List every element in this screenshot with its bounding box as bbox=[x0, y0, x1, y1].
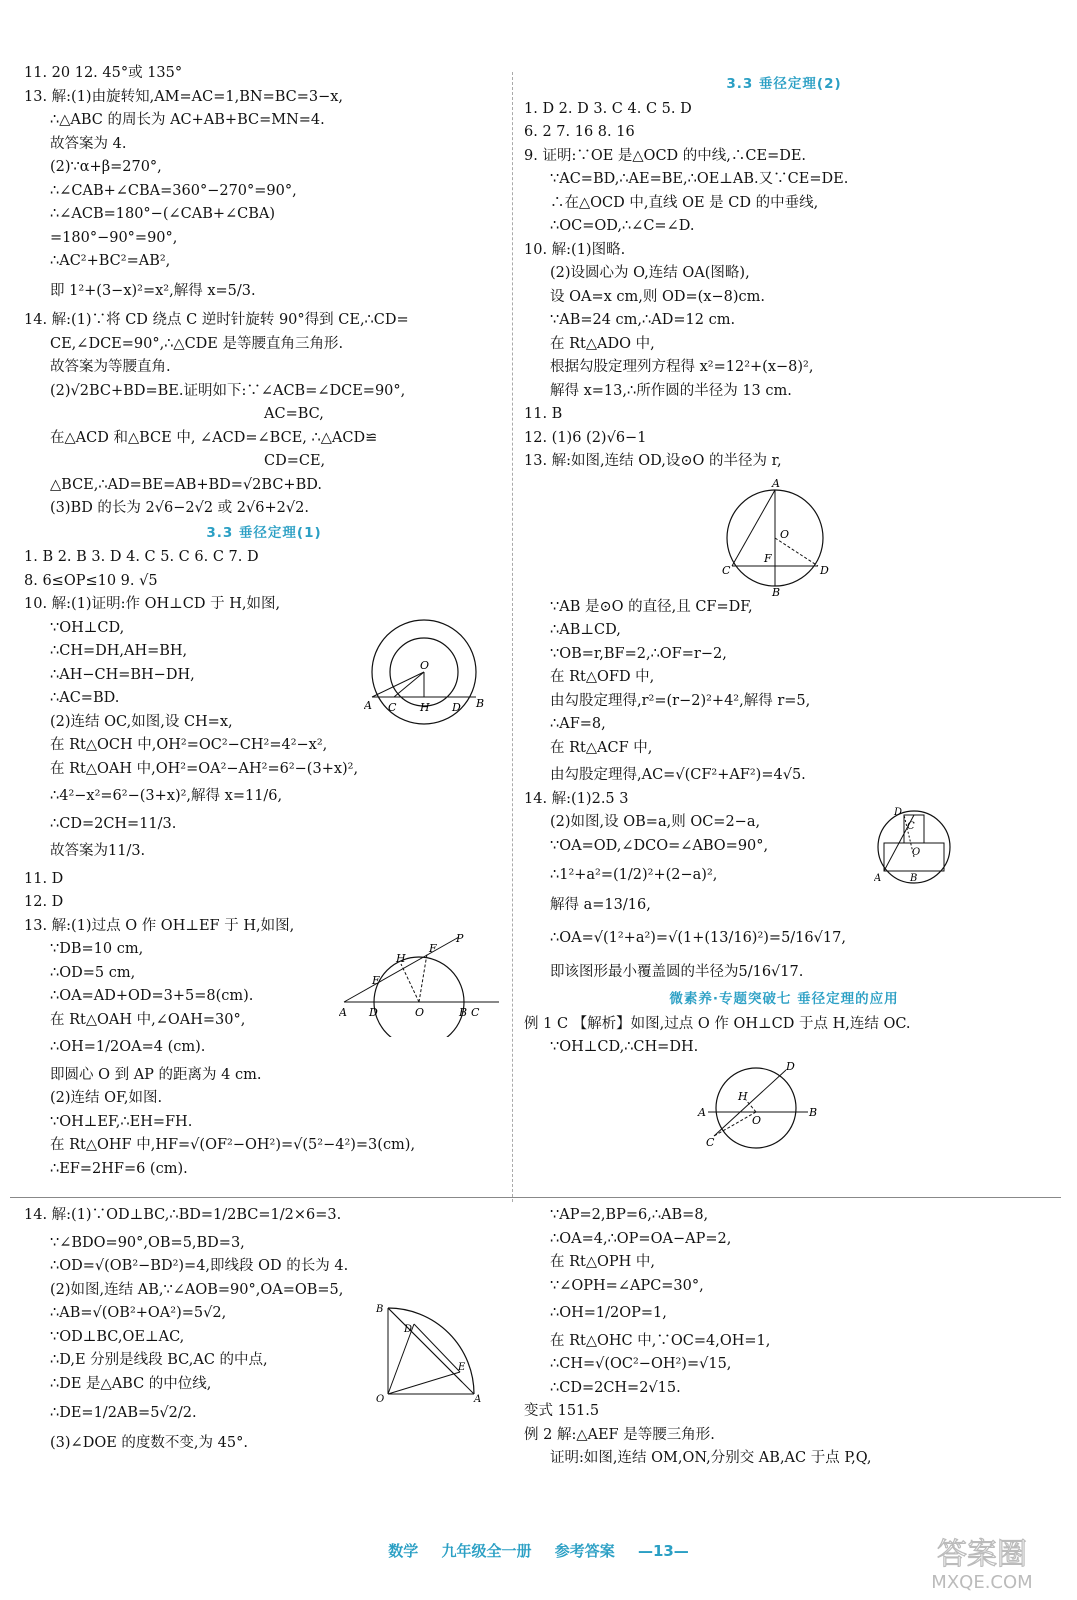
answer-line: 在 Rt△OHF 中,HF=√(OF²−OH²)=√(5²−4²)=3(cm), bbox=[50, 1137, 416, 1153]
answer-line: (2)连结 OF,如图. bbox=[50, 1090, 163, 1106]
answer-line: 在 Rt△ACF 中, bbox=[550, 739, 653, 756]
watermark-logo bbox=[907, 1530, 1057, 1594]
figure-label: B bbox=[772, 585, 781, 596]
answer-line: ∴OC=OD,∴∠C=∠D. bbox=[550, 218, 695, 234]
answer-line: 由勾股定理得,AC=√(CF²+AF²)=4√5. bbox=[550, 767, 806, 783]
answer-line: 由勾股定理得,r²=(r−2)²+4²,解得 r=5, bbox=[550, 692, 811, 709]
answer-line: ∴AH−CH=BH−DH, bbox=[50, 666, 195, 683]
answer-line: 11. B bbox=[524, 406, 563, 422]
answer-line: 在 Rt△OAH 中,∠OAH=30°, bbox=[50, 1011, 246, 1028]
answer-line: ∵OB=r,BF=2,∴OF=r−2, bbox=[550, 645, 727, 662]
answer-line: ∵AB=24 cm,∴AD=12 cm. bbox=[550, 312, 736, 328]
left-column bbox=[24, 62, 504, 1181]
page-number: —13— bbox=[637, 1542, 689, 1560]
answer-line: ∴△ABC 的周长为 AC+AB+BC=MN=4. bbox=[50, 112, 325, 128]
answer-line: ∵DB=10 cm, bbox=[50, 941, 144, 957]
figure-label: F bbox=[764, 551, 772, 565]
figure-label: H bbox=[420, 700, 430, 714]
section-heading: 3.3 垂径定理(1) bbox=[206, 524, 322, 541]
answer-line: ∴DE 是△ABC 的中位线, bbox=[50, 1375, 212, 1392]
circle-diameter-figure bbox=[720, 476, 830, 596]
answer-line: 1. D 2. D 3. C 4. C 5. D bbox=[524, 100, 692, 117]
figure-label: C bbox=[388, 700, 397, 714]
answer-line: 在△ACD 和△BCE 中, ∠ACD=∠BCE, ∴△ACD≌ bbox=[50, 429, 378, 446]
answer-line: 解得 a=13/16, bbox=[550, 896, 651, 913]
section-divider bbox=[10, 1197, 1061, 1198]
answer-line: 变式 151.5 bbox=[524, 1403, 600, 1419]
figure-label: E bbox=[458, 1362, 466, 1373]
answer-line: 10. 解:(1)证明:作 OH⊥CD 于 H,如图, bbox=[24, 596, 281, 612]
circle-chord-figure bbox=[694, 1060, 824, 1150]
answer-line: AC=BC, bbox=[264, 406, 324, 422]
answer-line: 根据勾股定理列方程得 x²=12²+(x−8)², bbox=[550, 359, 814, 375]
figure-label: H bbox=[738, 1089, 748, 1103]
answer-line: 10. 解:(1)图略. bbox=[524, 241, 626, 258]
answer-line: ∴OA=AD+OD=3+5=8(cm). bbox=[50, 988, 254, 1004]
answer-line: ∴CH=DH,AH=BH, bbox=[50, 643, 188, 659]
figure-label: P bbox=[456, 932, 464, 945]
answer-line: 在 Rt△OFD 中, bbox=[550, 669, 655, 685]
footer-subject: 数学 bbox=[388, 1542, 419, 1560]
figure-label: B bbox=[476, 696, 485, 710]
watermark-text: 答案圈 bbox=[937, 1537, 1027, 1572]
answer-line: ∴CD=2CH=2√15. bbox=[550, 1379, 681, 1396]
figure-label: A bbox=[698, 1105, 706, 1119]
answer-line: (2)如图,设 OB=a,则 OC=2−a, bbox=[550, 814, 761, 830]
figure-label: O bbox=[780, 527, 790, 541]
answer-line: ∴AB⊥CD, bbox=[550, 622, 621, 638]
answer-line: 11. 20 12. 45°或 135° bbox=[24, 65, 183, 81]
answer-line: 在 Rt△OAH 中,OH²=OA²−AH²=6²−(3+x)², bbox=[50, 760, 359, 777]
answer-line: ∵AP=2,BP=6,∴AB=8, bbox=[550, 1207, 709, 1223]
answer-line: ∵AC=BD,∴AE=BE,∴OE⊥AB.又∵CE=DE. bbox=[550, 171, 849, 187]
answer-line: 在 Rt△OPH 中, bbox=[550, 1254, 656, 1270]
figure-label: B bbox=[809, 1105, 818, 1119]
column-divider bbox=[512, 72, 513, 1202]
answer-line: (2)∵α+β=270°, bbox=[50, 159, 162, 175]
answer-line: ∴CD=2CH=11/3. bbox=[50, 815, 177, 832]
figure-label: C bbox=[471, 1006, 480, 1019]
figure-label: O bbox=[912, 847, 921, 858]
figure-label: E bbox=[372, 974, 381, 987]
figure-label: O bbox=[415, 1006, 425, 1019]
figure-label: C bbox=[706, 1135, 715, 1149]
answer-line: 6. 2 7. 16 8. 16 bbox=[524, 124, 635, 140]
answer-line: ∴OD=√(OB²−BD²)=4,即线段 OD 的长为 4. bbox=[50, 1258, 349, 1274]
answer-line: 9. 证明:∵OE 是△OCD 的中线,∴CE=DE. bbox=[524, 147, 807, 164]
answer-line: 即 1²+(3−x)²=x²,解得 x=5/3. bbox=[50, 282, 256, 299]
answer-line: ∴AC²+BC²=AB², bbox=[50, 253, 171, 269]
footer-label: 参考答案 bbox=[554, 1542, 615, 1560]
answer-line: 1. B 2. B 3. D 4. C 5. C 6. C 7. D bbox=[24, 549, 259, 565]
answer-line: CE,∠DCE=90°,∴△CDE 是等腰直角三角形. bbox=[50, 335, 344, 352]
figure-label: C bbox=[907, 821, 915, 832]
right-column bbox=[524, 72, 1044, 1150]
section-heading: 微素养·专题突破七 垂径定理的应用 bbox=[669, 991, 899, 1007]
answer-line: 即该图形最小覆盖圆的半径为5/16√17. bbox=[550, 963, 804, 980]
figure-label: B bbox=[459, 1006, 468, 1019]
covering-circle-figure bbox=[874, 805, 954, 893]
circle-secant-figure bbox=[339, 932, 499, 1037]
answer-line: ∵OA=OD,∠DCO=∠ABO=90°, bbox=[550, 837, 769, 854]
answer-line: ∴CH=√(OC²−OH²)=√15, bbox=[550, 1356, 732, 1372]
answer-line: 13. 解:如图,连结 OD,设⊙O 的半径为 r, bbox=[524, 453, 782, 469]
figure-label: A bbox=[364, 698, 372, 712]
answer-line: 例 1 C 【解析】如图,过点 O 作 OH⊥CD 于点 H,连结 OC. bbox=[524, 1015, 911, 1032]
answer-line: ∵AB 是⊙O 的直径,且 CF=DF, bbox=[550, 598, 753, 615]
quarter-circle-figure bbox=[374, 1302, 484, 1402]
answer-line: 即圆心 O 到 AP 的距离为 4 cm. bbox=[50, 1066, 262, 1083]
answer-line: ∵∠OPH=∠APC=30°, bbox=[550, 1277, 704, 1294]
answer-line: △BCE,∴AD=BE=AB+BD=√2BC+BD. bbox=[50, 476, 322, 493]
answer-line: CD=CE, bbox=[264, 453, 326, 469]
watermark-url: MXQE.COM bbox=[931, 1572, 1033, 1593]
figure-label: A bbox=[874, 873, 882, 884]
answer-line: 13. 解:(1)过点 O 作 OH⊥EF 于 H,如图, bbox=[24, 917, 295, 934]
answer-line: 14. 解:(1)2.5 3 bbox=[524, 790, 629, 807]
answer-line: (3)∠DOE 的度数不变,为 45°. bbox=[50, 1434, 248, 1451]
answer-line: ∴∠ACB=180°−(∠CAB+∠CBA) bbox=[50, 206, 276, 222]
answer-line: 14. 解:(1)∵OD⊥BC,∴BD=1/2BC=1/2×6=3. bbox=[24, 1207, 342, 1223]
answer-line: ∵OD⊥BC,OE⊥AC, bbox=[50, 1328, 185, 1345]
figure-label: C bbox=[722, 563, 731, 577]
answer-line: 8. 6≤OP≤10 9. √5 bbox=[24, 572, 158, 589]
answer-line: 13. 解:(1)由旋转知,AM=AC=1,BN=BC=3−x, bbox=[24, 88, 344, 105]
figure-label: D bbox=[820, 563, 829, 577]
figure-label: F bbox=[429, 942, 437, 955]
answer-line: (3)BD 的长为 2√6−2√2 或 2√6+2√2. bbox=[50, 500, 309, 516]
figure-label: D bbox=[786, 1059, 795, 1073]
figure-label: D bbox=[894, 807, 903, 818]
concentric-circles-figure bbox=[364, 617, 494, 727]
answer-line: ∴OH=1/2OA=4 (cm). bbox=[50, 1039, 206, 1055]
answer-line: ∴AF=8, bbox=[550, 716, 606, 732]
answer-line: (2)√2BC+BD=BE.证明如下:∵∠ACB=∠DCE=90°, bbox=[50, 382, 406, 399]
footer-grade: 九年级全一册 bbox=[441, 1542, 532, 1560]
answer-line: 在 Rt△OHC 中,∵OC=4,OH=1, bbox=[550, 1332, 771, 1349]
figure-label: B bbox=[376, 1304, 384, 1315]
answer-line: 解得 x=13,∴所作圆的半径为 13 cm. bbox=[550, 382, 792, 399]
answer-line: 设 OA=x cm,则 OD=(x−8)cm. bbox=[550, 288, 766, 305]
answer-line: ∴∠CAB+∠CBA=360°−270°=90°, bbox=[50, 182, 297, 199]
bottom-left-column bbox=[24, 1204, 504, 1455]
answer-line: ∴AB=√(OB²+OA²)=5√2, bbox=[50, 1305, 227, 1321]
answer-line: ∴OA=4,∴OP=OA−AP=2, bbox=[550, 1230, 732, 1247]
answer-line: ∴OD=5 cm, bbox=[50, 964, 136, 981]
answer-line: 14. 解:(1)∵将 CD 绕点 C 逆时针旋转 90°得到 CE,∴CD= bbox=[24, 312, 409, 328]
answer-line: 在 Rt△ADO 中, bbox=[550, 335, 655, 352]
answer-line: ∵∠BDO=90°,OB=5,BD=3, bbox=[50, 1234, 245, 1251]
figure-label: B bbox=[910, 873, 918, 884]
figure-label: O bbox=[376, 1394, 385, 1402]
answer-line: ∴OH=1/2OP=1, bbox=[550, 1305, 667, 1321]
answer-line: 在 Rt△OCH 中,OH²=OC²−CH²=4²−x², bbox=[50, 737, 328, 753]
figure-label: A bbox=[474, 1394, 482, 1402]
answer-line: (2)连结 OC,如图,设 CH=x, bbox=[50, 713, 233, 730]
answer-line: ∴AC=BD. bbox=[50, 690, 120, 706]
answer-line: ∴在△OCD 中,直线 OE 是 CD 的中垂线, bbox=[550, 194, 819, 211]
figure-label: A bbox=[772, 476, 780, 490]
answer-line: (2)如图,连结 AB,∵∠AOB=90°,OA=OB=5, bbox=[50, 1281, 344, 1298]
figure-label: D bbox=[452, 700, 461, 714]
figure-label: D bbox=[369, 1006, 378, 1019]
answer-line: ∴D,E 分别是线段 BC,AC 的中点, bbox=[50, 1352, 268, 1368]
figure-label: A bbox=[339, 1006, 347, 1019]
answer-line: ∵OH⊥CD,∴CH=DH. bbox=[550, 1039, 699, 1055]
figure-label: D bbox=[404, 1324, 413, 1335]
answer-line: ∴4²−x²=6²−(3+x)²,解得 x=11/6, bbox=[50, 788, 283, 804]
answer-line: ∴DE=1/2AB=5√2/2. bbox=[50, 1405, 197, 1421]
answer-line: ∴OA=√(1²+a²)=√(1+(13/16)²)=5/16√17, bbox=[550, 930, 846, 946]
answer-line: ∵OH⊥EF,∴EH=FH. bbox=[50, 1113, 193, 1130]
answer-line: 例 2 解:△AEF 是等腰三角形. bbox=[524, 1426, 715, 1443]
answer-line: ∵OH⊥CD, bbox=[50, 619, 125, 636]
answer-line: 12. (1)6 (2)√6−1 bbox=[524, 429, 647, 446]
answer-line: 故答案为11/3. bbox=[50, 843, 146, 859]
answer-line: ∴1²+a²=(1/2)²+(2−a)², bbox=[550, 867, 718, 883]
bottom-right-column bbox=[524, 1204, 1044, 1471]
answer-line: 故答案为等腰直角. bbox=[50, 359, 171, 375]
answer-line: 11. D bbox=[24, 870, 64, 887]
answer-line: (2)设圆心为 O,连结 OA(图略), bbox=[550, 265, 750, 281]
answer-line: 故答案为 4. bbox=[50, 135, 127, 152]
section-heading: 3.3 垂径定理(2) bbox=[726, 76, 842, 92]
figure-label: O bbox=[752, 1113, 762, 1127]
answer-line: =180°−90°=90°, bbox=[50, 229, 178, 246]
figure-label: H bbox=[396, 952, 406, 965]
answer-line: ∴EF=2HF=6 (cm). bbox=[50, 1160, 188, 1177]
answer-line: 证明:如图,连结 OM,ON,分别交 AB,AC 于点 P,Q, bbox=[550, 1450, 872, 1466]
answer-line: 12. D bbox=[24, 894, 64, 910]
figure-label: O bbox=[420, 658, 430, 672]
